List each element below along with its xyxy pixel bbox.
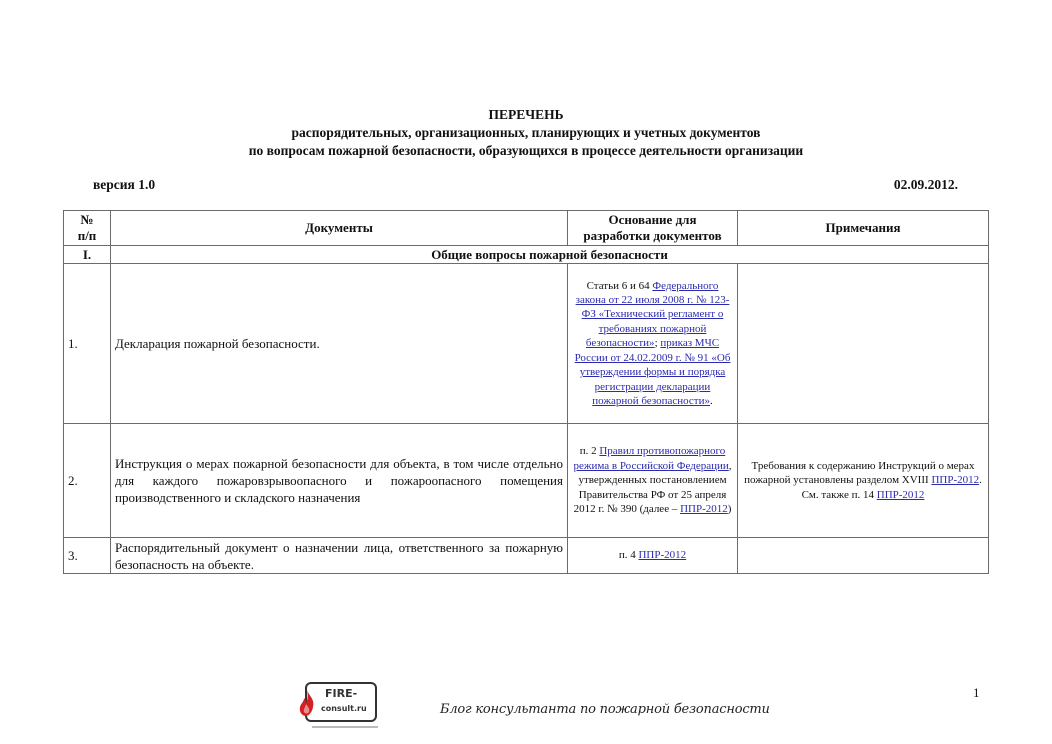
row-basis: п. 4 ППР-2012	[568, 538, 738, 574]
ppr-2012-link[interactable]: ППР-2012	[638, 549, 687, 562]
document-subtitle-line2: по вопросам пожарной безопасности, образующихся в процессе деятельности организации	[248, 143, 804, 158]
page-number: 1	[973, 685, 980, 700]
row-num: 2.	[64, 424, 111, 538]
federal-law-link[interactable]: Федерального закона от 22 июля 2008 г. № 123-ФЗ «Технический регламент о требованиях пожарной безопасности»	[575, 279, 730, 350]
footer-slogan: Блог консультанта по пожарной безопасности	[440, 702, 770, 717]
row-document: Декларация пожарной безопасности.	[111, 264, 568, 424]
row-document: Инструкция о мерах пожарной безопасности для объекта, в том числе отдельно для каждого пожаровзрывоопасного и пожароопасного помещения производственного и складского назначения	[111, 424, 568, 538]
logo-tagline-bar	[312, 726, 378, 728]
ppr-2012-link[interactable]: ППР-2012	[876, 488, 925, 501]
fire-consult-logo	[305, 682, 377, 722]
row-num: 3.	[64, 538, 111, 574]
row-basis: Статьи 6 и 64 Федерального закона от 22 июля 2008 г. № 123-ФЗ «Технический регламент о требованиях пожарной безопасности»; приказ МЧС России от 24.02.2009 г. № 91 «Об утверждении формы и порядка регистрации декларации пожарной безопасности».	[568, 264, 738, 424]
row-basis: п. 2 Правил противопожарного режима в Российской Федерации, утвержденных постановлением Правительства РФ от 25 апреля 2012 г. № 390 (далее – ППР-2012)	[568, 424, 738, 538]
table-header-row	[64, 211, 989, 246]
section-row	[64, 246, 989, 264]
document-subtitle-line1: распорядительных, организационных, планирующих и учетных документов	[291, 125, 761, 140]
document-title: ПЕРЕЧЕНЬ	[488, 107, 564, 122]
column-header-documents: Документы	[111, 211, 568, 246]
ppr-2012-link[interactable]: ППР-2012	[680, 503, 728, 516]
row-num: 1.	[64, 264, 111, 424]
row-document: Распорядительный документ о назначении лица, ответственного за пожарную безопасность на объекте.	[111, 538, 568, 574]
row-notes: Требования к содержанию Инструкций о мерах пожарной установлены разделом XVIII ППР-2012. См. также п. 14 ППР-2012	[738, 424, 989, 538]
table-row	[64, 264, 989, 424]
mchs-order-link[interactable]: приказ МЧС России от 24.02.2009 г. № 91 «Об утверждении формы и порядка регистрации декларации пожарной безопасности»	[574, 337, 731, 407]
column-header-basis: Основание для разработки документов	[568, 211, 738, 246]
version-label: версия 1.0	[93, 177, 156, 192]
table-row	[64, 538, 989, 574]
row-notes	[738, 538, 989, 574]
logo-text-domain: consult.ru	[321, 704, 367, 713]
document-date: 02.09.2012.	[893, 177, 958, 192]
logo-text-fire: FIRE-	[325, 687, 358, 700]
flame-icon	[299, 690, 315, 716]
column-header-num: № п/п	[64, 211, 111, 246]
column-header-notes: Примечания	[738, 211, 989, 246]
row-notes	[738, 264, 989, 424]
document-title-block	[0, 106, 1052, 160]
ppr-2012-link[interactable]: ППР-2012	[931, 474, 980, 487]
table-row	[64, 424, 989, 538]
documents-table	[63, 210, 989, 574]
fire-regime-rules-link[interactable]: Правил противопожарного режима в Российской Федерации	[573, 445, 729, 472]
section-title: Общие вопросы пожарной безопасности	[111, 246, 989, 264]
section-num: I.	[64, 246, 111, 264]
